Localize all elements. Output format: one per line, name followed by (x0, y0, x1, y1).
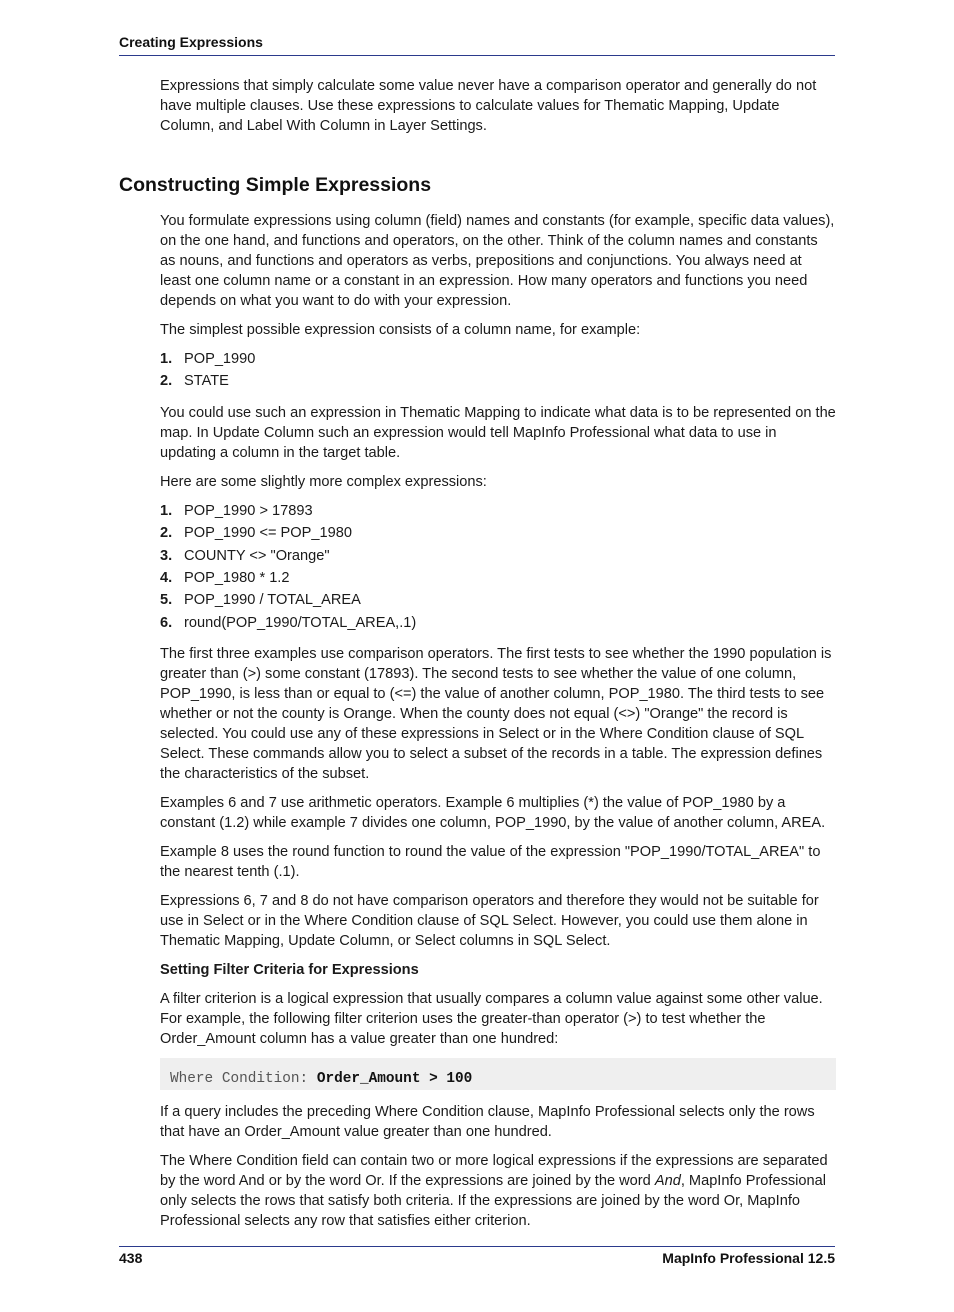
main-content (160, 211, 836, 1240)
page-number: 438 (119, 1250, 143, 1266)
paragraph-round: Example 8 uses the round function to round the value of the expression "POP_1990/TOTAL_AREA" to the nearest tenth (.1). (160, 844, 821, 881)
paragraph-comparison: The first three examples use comparison operators. The first tests to see whether the 1990 population is greater than (>) some constant (17893). The second tests to see whether the value of one column, POP_1990, is less than or equal to (<=) the value of another column, POP_1980. The third tests to see whether or not the county is Orange. When the county does not equal (<>) "Orange" the record is selected. You could use any of these expressions in Select or in the Where Condition clause of SQL Select. These commands allow you to select a subset of the records in a table. The expression defines the characteristics of the subset. (160, 646, 832, 783)
and-or-text-end: , MapInfo Professional only selects the rows that satisfy both criteria. If the expressions are joined by the word Or, MapInfo Professional selects any row that satisfies either criterion. (160, 1173, 827, 1230)
and-or-text-start: The Where Condition field can contain two or more logical expressions if the expressions are separated by the word And or by the word Or. If the expressions are joined by the word (160, 1153, 828, 1190)
code-label: Where Condition: (170, 1071, 309, 1088)
list-item (160, 613, 836, 635)
and-emphasis: And (654, 1173, 681, 1190)
complex-expression-list (160, 501, 836, 635)
list-text: POP_1990 / TOTAL_AREA (184, 592, 361, 609)
code-example (160, 1058, 836, 1090)
list-item (160, 523, 836, 545)
paragraph-no-comparison: Expressions 6, 7 and 8 do not have comparison operators and therefore they would not be suitable for use in Select or in the Where Condition clause of SQL Select. However, you could use them alone in Thematic Mapping, Update Column, or Select columns in SQL Select. (160, 893, 819, 950)
list-number: 2. (160, 373, 173, 390)
list-number: 5. (160, 592, 173, 609)
paragraph-complex-intro: Here are some slightly more complex expressions: (160, 473, 487, 490)
list-item (160, 501, 836, 523)
paragraph-query: If a query includes the preceding Where Condition clause, MapInfo Professional selects only the rows that have an Order_Amount value greater than one hundred. (160, 1104, 815, 1141)
list-text: POP_1990 > 17893 (184, 502, 313, 519)
list-item (160, 546, 836, 568)
paragraph-formulate: You formulate expressions using column (field) names and constants (for example, specific data values), on the one hand, and functions and operators, on the other. Think of the column names and constants as nouns, and functions and operators as verbs, prepositions and conjunctions. You always need at least one column name or a constant in an expression. How many operators and functions you need depends on what you want to do with your expression. (160, 213, 835, 309)
list-item (160, 590, 836, 612)
paragraph-arithmetic: Examples 6 and 7 use arithmetic operators. Example 6 multiplies (*) the value of POP_1980 by a constant (1.2) while example 7 divides one column, POP_1990, by the value of another column, AREA. (160, 795, 826, 832)
list-number: 6. (160, 614, 173, 631)
intro-paragraph: Expressions that simply calculate some value never have a comparison operator and generally do not have multiple clauses. Use these expressions to calculate values for Thematic Mapping, Update Column, and Label With Column in Layer Settings. (160, 78, 817, 134)
list-item (160, 349, 836, 371)
list-item (160, 568, 836, 590)
filter-subheading: Setting Filter Criteria for Expressions (160, 962, 419, 979)
footer-rule (119, 1246, 835, 1247)
list-text: STATE (184, 373, 229, 390)
list-text: POP_1990 (184, 351, 256, 367)
list-number: 2. (160, 525, 173, 542)
list-text: COUNTY <> "Orange" (184, 547, 330, 564)
list-text: round(POP_1990/TOTAL_AREA,.1) (184, 614, 417, 631)
product-name: MapInfo Professional 12.5 (662, 1250, 835, 1266)
paragraph-filter-criterion: A filter criterion is a logical expression that usually compares a column value against some other value. For example, the following filter criterion uses the greater-than operator (>) to test whether the Order_Amount column has a value greater than one hundred: (160, 991, 823, 1048)
paragraph-and-or (160, 1151, 836, 1231)
running-header-title: Creating Expressions (119, 34, 263, 50)
list-item (160, 371, 836, 393)
simple-expression-list (160, 349, 836, 394)
list-text: POP_1990 <= POP_1980 (184, 525, 352, 542)
section-heading: Constructing Simple Expressions (119, 174, 432, 196)
code-value: Order_Amount > 100 (316, 1071, 473, 1088)
list-number: 1. (160, 351, 173, 367)
intro-block (160, 76, 836, 145)
list-number: 3. (160, 547, 173, 564)
paragraph-simplest: The simplest possible expression consists of a column name, for example: (160, 322, 641, 338)
header-rule (119, 55, 835, 56)
list-number: 4. (160, 569, 173, 586)
list-number: 1. (160, 502, 173, 519)
list-text: POP_1980 * 1.2 (184, 569, 290, 586)
paragraph-thematic: You could use such an expression in Thematic Mapping to indicate what data is to be represented on the map. In Update Column such an expression would tell MapInfo Professional what data to use in updating a column in the target table. (160, 404, 836, 461)
